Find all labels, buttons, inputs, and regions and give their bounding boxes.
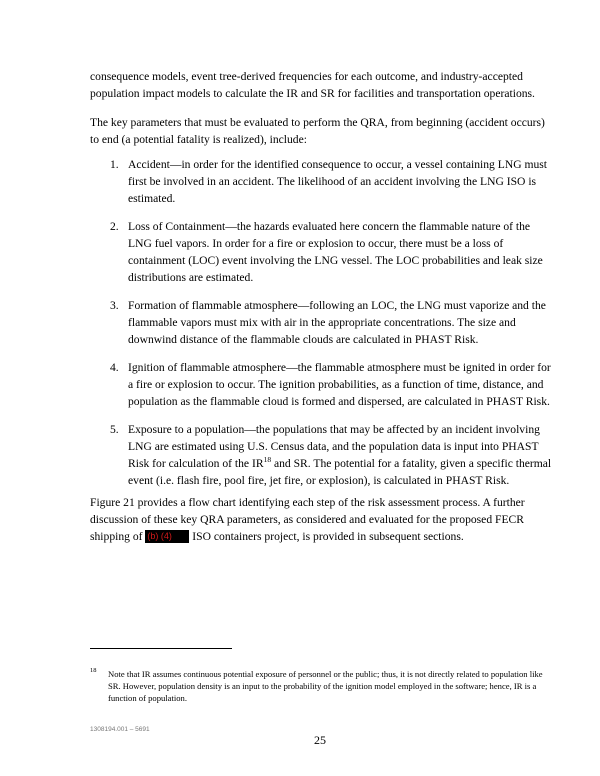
intro-continuation-paragraph: consequence models, event tree-derived frequencies for each outcome, and industry-accepted population impact models to calculate the IR and SR for facilities and transportation operations. bbox=[90, 70, 535, 100]
list-item-text: Formation of flammable atmosphere—following an LOC, the LNG must vaporize and the flammable vapors must mix with air in the appropriate concentrations. The size and downwind distance of the flammable clouds are calculated in PHAST Risk. bbox=[128, 299, 546, 346]
list-item-number: 2. bbox=[110, 220, 119, 233]
list-item-text-end: and SR. The potential for a fatality, given a specific thermal event (i.e. flash fire, pool fire, jet fire, or explosion), is calculated in PHAST Risk. bbox=[128, 457, 552, 487]
list-item bbox=[90, 421, 552, 489]
list-item bbox=[90, 359, 552, 410]
list-item bbox=[90, 156, 552, 207]
page-number: 25 bbox=[314, 733, 326, 747]
list-item bbox=[90, 297, 552, 348]
list-item-text: Accident—in order for the identified consequence to occur, a vessel containing LNG must first be involved in an accident. The likelihood of an accident involving the LNG ISO is estimated. bbox=[128, 158, 548, 205]
list-item-text: Ignition of flammable atmosphere—the flammable atmosphere must be ignited in order for a fire or explosion to occur. The ignition probabilities, as a function of time, distance, and population as the flammable cloud is formed and dispersed, are calculated in PHAST Risk. bbox=[128, 361, 551, 408]
footnote-text: Note that IR assumes continuous potential exposure of personnel or the public; thus, it is not directly related to population like SR. However, population density is an input to the probability of the ignition model employed in the software; hence, IR is a function of population. bbox=[108, 669, 543, 703]
list-item-text-start: Exposure to a population—the populations that may be affected by an incident involving LNG are estimated using U.S. Census data, and the population data is input into PHAST Risk for calculation of the IR bbox=[128, 423, 540, 470]
list-item-number: 5. bbox=[110, 423, 119, 436]
key-parameters-list bbox=[90, 156, 552, 500]
footnote-mark: 18 bbox=[90, 667, 97, 674]
closing-paragraph bbox=[90, 494, 552, 545]
closing-text-start: Figure 21 provides a flow chart identifying each step of the risk assessment process. A further discussion of these key QRA parameters, as considered and evaluated for the proposed FECR shipping of bbox=[90, 496, 525, 543]
list-item-text: Loss of Containment—the hazards evaluated here concern the flammable nature of the LNG fuel vapors. In order for a fire or explosion to occur, there must be a loss of containment (LOC) event involving the LNG vessel. The LOC probabilities and leak size distributions are estimated. bbox=[128, 220, 543, 284]
redaction-box: (b) (4) bbox=[145, 530, 189, 543]
key-parameters-lead-paragraph: The key parameters that must be evaluated to perform the QRA, from beginning (accident occurs) to end (a potential fatality is realized), include: bbox=[90, 116, 545, 146]
list-item-number: 3. bbox=[110, 299, 119, 312]
footnote-reference: 18 bbox=[263, 455, 272, 464]
list-item bbox=[90, 218, 552, 286]
footnote-divider bbox=[90, 648, 232, 649]
list-item-number: 1. bbox=[110, 158, 119, 171]
list-item-number: 4. bbox=[110, 361, 119, 374]
closing-text-end: ISO containers project, is provided in subsequent sections. bbox=[189, 530, 464, 543]
document-id: 1308194.001 – 5691 bbox=[90, 726, 150, 733]
footnote bbox=[90, 668, 552, 704]
